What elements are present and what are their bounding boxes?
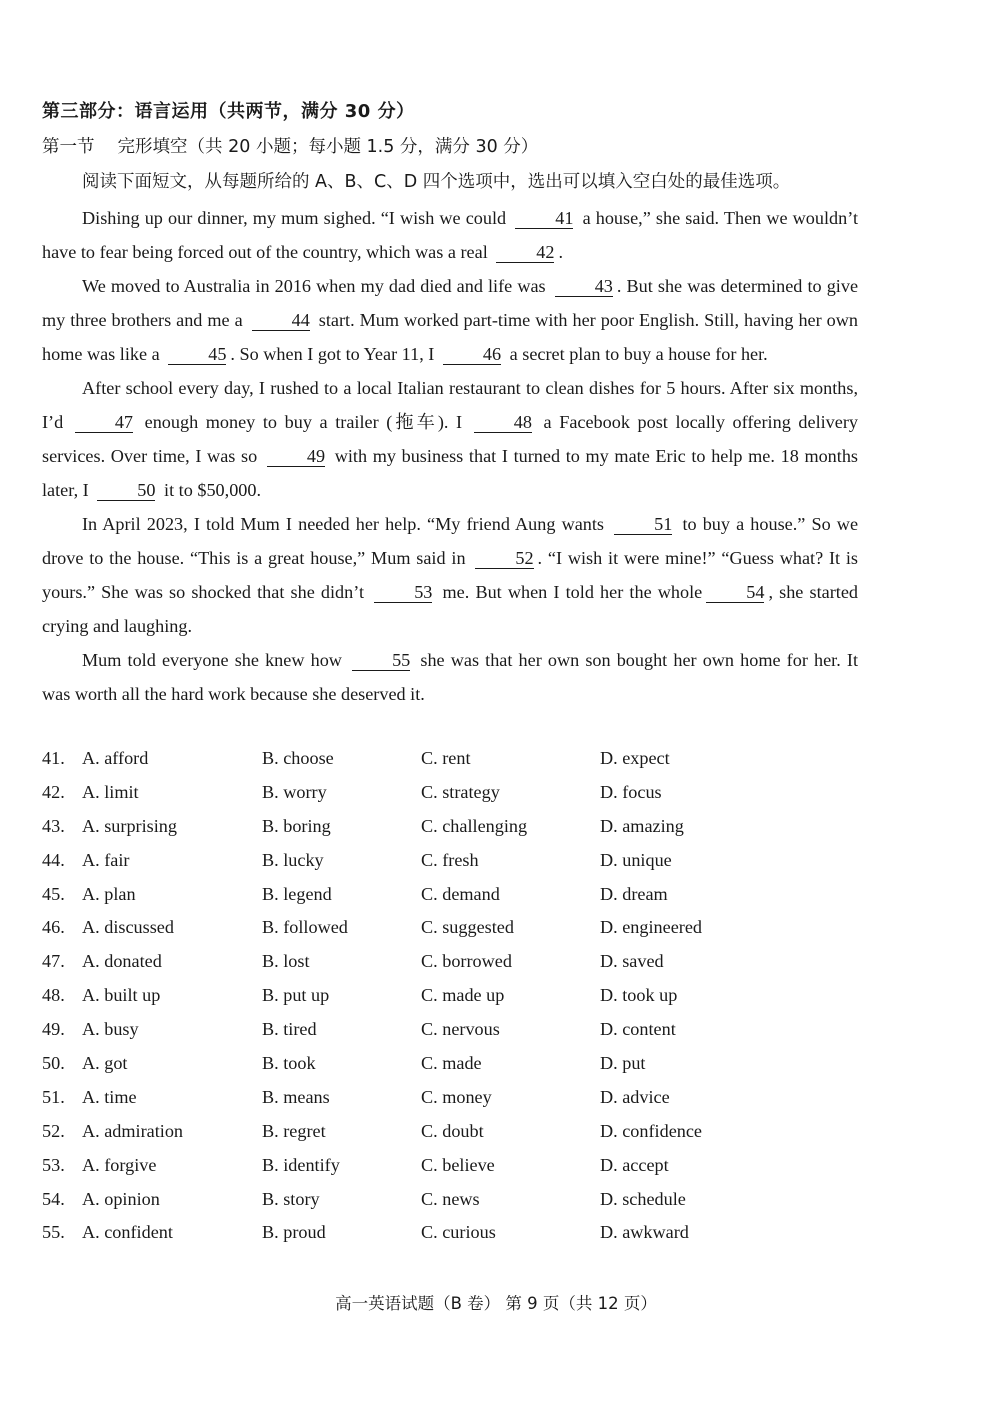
option-d: D. put (600, 1053, 646, 1074)
blank-43: 43 (555, 276, 613, 297)
option-b: B. lucky (262, 849, 324, 870)
option-c: C. doubt (421, 1120, 484, 1141)
passage-text: a secret plan to buy a house for her. (509, 344, 768, 364)
option-a: A. donated (82, 951, 162, 972)
question-row (42, 847, 862, 881)
question-number: 55. (42, 1222, 65, 1243)
blank-46: 46 (443, 344, 501, 365)
question-number: 41. (42, 748, 65, 768)
option-c: C. made (421, 1053, 482, 1074)
option-c: C. believe (421, 1154, 495, 1175)
option-d: D. content (600, 1019, 676, 1040)
question-row (42, 1084, 862, 1118)
blank-51: 51 (614, 514, 672, 535)
question-row (42, 1219, 862, 1253)
option-b: B. followed (262, 917, 348, 938)
question-row (42, 813, 862, 847)
question-row (42, 1152, 862, 1186)
option-b: B. regret (262, 1120, 326, 1141)
passage-text: enough money to buy a trailer (拖车). I (144, 412, 463, 432)
option-c: C. challenging (421, 815, 528, 836)
option-d: D. dream (600, 883, 668, 904)
option-a: A. fair (82, 849, 130, 870)
option-b: B. legend (262, 883, 332, 904)
question-row (42, 914, 862, 948)
passage-text: with my business that I turned to my mate Eric to help me. 18 months later, I (42, 446, 859, 500)
option-a: A. discussed (82, 917, 174, 938)
question-number: 44. (42, 849, 65, 870)
option-b: B. worry (262, 781, 327, 802)
question-row (42, 745, 862, 779)
blank-49: 49 (267, 446, 325, 467)
option-d: D. unique (600, 849, 672, 870)
passage-text: to buy a house.” So we drove to the house. “This is a great house,” Mum said in (42, 514, 859, 568)
option-b: B. identify (262, 1154, 340, 1175)
option-d: D. took up (600, 985, 678, 1006)
option-c: C. made up (421, 985, 505, 1006)
option-c: C. fresh (421, 849, 479, 870)
option-a: A. forgive (82, 1154, 157, 1175)
question-number: 47. (42, 951, 65, 972)
option-c: C. rent (421, 748, 471, 768)
question-number: 42. (42, 781, 65, 802)
blank-42: 42 (496, 242, 554, 263)
blank-45: 45 (168, 344, 226, 365)
question-number: 50. (42, 1053, 65, 1074)
option-d: D. focus (600, 781, 662, 802)
blank-55: 55 (352, 650, 410, 671)
passage-text: a house,” she said. Then we wouldn’t have to fear being forced out of the country, which was a real (42, 208, 859, 262)
passage-text: . “I wish it were mine!” “Guess what? It is yours.” She was so shocked that she didn’t (42, 548, 859, 602)
option-d: D. advice (600, 1086, 670, 1107)
option-b: B. took (262, 1053, 316, 1074)
passage-text: After school every day, I rushed to a local Italian restaurant to clean dishes for 5 hours. After six months, I’d (42, 378, 858, 432)
passage-text: Dishing up our dinner, my mum sighed. “I wish we could (82, 208, 507, 228)
option-a: A. built up (82, 985, 161, 1006)
option-d: D. saved (600, 951, 664, 972)
option-c: C. curious (421, 1222, 496, 1243)
option-b: B. choose (262, 748, 334, 768)
passage-paragraph-4 (42, 507, 858, 643)
option-a: A. got (82, 1053, 128, 1074)
option-a: A. limit (82, 781, 139, 802)
question-row (42, 1118, 862, 1152)
passage-paragraph-3 (42, 371, 858, 507)
cloze-passage (42, 201, 858, 711)
question-row (42, 1186, 862, 1220)
passage-text: . So when I got to Year 11, I (230, 344, 435, 364)
option-b: B. put up (262, 985, 330, 1006)
passage-text: We moved to Australia in 2016 when my dad died and life was (82, 276, 546, 296)
option-c: C. news (421, 1188, 480, 1209)
option-d: D. accept (600, 1154, 669, 1175)
page-footer: 高一英语试题（B 卷） 第 9 页（共 12 页） (335, 1294, 657, 1313)
question-number: 46. (42, 917, 65, 938)
passage-text: Mum told everyone she knew how (82, 650, 342, 670)
question-number: 48. (42, 985, 65, 1006)
instruction-text: 阅读下面短文，从每题所给的 A、B、C、D 四个选项中，选出可以填入空白处的最佳选项。 (82, 172, 791, 192)
option-a: A. opinion (82, 1188, 160, 1209)
question-number: 53. (42, 1154, 65, 1175)
blank-50: 50 (97, 480, 155, 501)
question-row (42, 779, 862, 813)
question-number: 52. (42, 1120, 65, 1141)
option-b: B. boring (262, 815, 331, 836)
passage-text: In April 2023, I told Mum I needed her help. “My friend Aung wants (82, 514, 605, 534)
question-number: 49. (42, 1019, 65, 1040)
option-a: A. surprising (82, 815, 177, 836)
passage-text: , she started crying and laughing. (42, 582, 859, 636)
blank-48: 48 (474, 412, 532, 433)
option-c: C. borrowed (421, 951, 512, 972)
option-b: B. tired (262, 1019, 317, 1040)
blank-47: 47 (75, 412, 133, 433)
question-number: 45. (42, 883, 65, 904)
option-b: B. lost (262, 951, 310, 972)
passage-paragraph-5 (42, 643, 858, 711)
blank-52: 52 (475, 548, 533, 569)
option-a: A. afford (82, 748, 149, 768)
question-number: 43. (42, 815, 65, 836)
question-row (42, 1016, 862, 1050)
passage-text: me. But when I told her the whole (442, 582, 703, 602)
section-title: 第一节 完形填空（共 20 小题；每小题 1.5 分，满分 30 分） (42, 137, 539, 157)
passage-paragraph-2 (42, 269, 858, 371)
blank-44: 44 (252, 310, 310, 331)
answer-options (42, 745, 862, 1253)
blank-54: 54 (706, 582, 764, 603)
question-row (42, 982, 862, 1016)
option-c: C. demand (421, 883, 500, 904)
passage-text: it to $50,000. (164, 480, 262, 500)
passage-text: . (558, 242, 564, 262)
question-row (42, 1050, 862, 1084)
question-number: 54. (42, 1188, 65, 1209)
option-b: B. means (262, 1086, 330, 1107)
option-d: D. awkward (600, 1222, 689, 1243)
option-a: A. busy (82, 1019, 139, 1040)
option-d: D. confidence (600, 1120, 703, 1141)
passage-text: a Facebook post locally offering delivery services. Over time, I was so (42, 412, 858, 466)
option-c: C. strategy (421, 781, 500, 802)
passage-paragraph-1 (42, 201, 858, 269)
option-a: A. plan (82, 883, 136, 904)
blank-53: 53 (374, 582, 432, 603)
option-c: C. nervous (421, 1019, 500, 1040)
blank-41: 41 (515, 208, 573, 229)
option-b: B. proud (262, 1222, 326, 1243)
passage-text: . But she was determined to give my three brothers and me a (42, 276, 859, 330)
option-d: D. amazing (600, 815, 684, 836)
option-c: C. suggested (421, 917, 514, 938)
option-d: D. schedule (600, 1188, 686, 1209)
part-title: 第三部分：语言运用（共两节，满分 30 分） (42, 101, 415, 122)
option-a: A. confident (82, 1222, 173, 1243)
option-d: D. expect (600, 748, 670, 768)
option-b: B. story (262, 1188, 320, 1209)
passage-text: start. Mum worked part-time with her poor English. Still, having her own home was like a (42, 310, 858, 364)
option-c: C. money (421, 1086, 492, 1107)
question-row (42, 881, 862, 915)
question-row (42, 948, 862, 982)
option-a: A. time (82, 1086, 137, 1107)
passage-text: she was that her own son bought her own home for her. It was worth all the hard work because she deserved it. (42, 650, 859, 704)
question-number: 51. (42, 1086, 65, 1107)
option-a: A. admiration (82, 1120, 184, 1141)
option-d: D. engineered (600, 917, 703, 938)
